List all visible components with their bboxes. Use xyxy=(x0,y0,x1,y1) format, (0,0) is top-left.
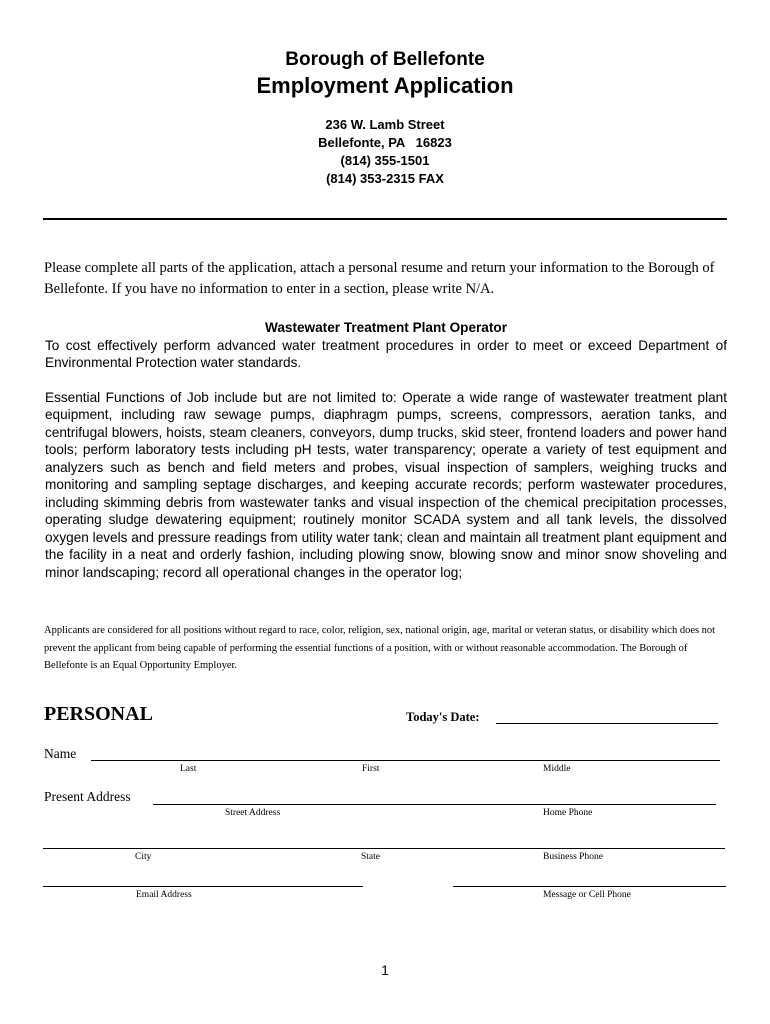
document-header xyxy=(0,48,770,188)
header-divider xyxy=(43,218,727,220)
state-caption: State xyxy=(361,852,380,862)
name-field[interactable] xyxy=(91,744,720,761)
personal-section-heading: PERSONAL xyxy=(44,703,153,725)
business-phone-caption: Business Phone xyxy=(543,852,603,862)
email-address-caption: Email Address xyxy=(136,890,192,900)
job-title: Wastewater Treatment Plant Operator xyxy=(265,320,507,335)
contact-block xyxy=(0,116,770,188)
page-number: 1 xyxy=(381,962,389,978)
essential-functions: Essential Functions of Job include but are not limited to: Operate a wide range of wastewater treatment plant equipment, including raw sewage pumps, diaphragm pumps, screens, compressors, aeration tanks, and centrifugal blowers, hoists, steam cleaners, conveyors, dump trucks, skid steer, frontend loaders and power hand tools; perform laboratory tests including pH tests, water transparency; operate a variety of test equipment and analyzers such as bench and field meters and probes, visual inspection of samplers, weighing trucks and monitoring and sampling septage discharges, and keeping accurate records; perform wastewater procedures, including skimming debris from wastewater tanks and visual inspection of the chemical precipitation processes, operating sludge dewatering equipment; routinely monitor SCADA system and all tank levels, the dissolved oxygen levels and pressure readings from utility water tank; clean and maintain all treatment plant equipment and the facility in a neat and orderly fashion, including plowing snow, blowing snow and minor snow shoveling and minor landscaping; record all operational changes in the operator log; xyxy=(45,389,727,580)
todays-date-field[interactable] xyxy=(496,709,718,724)
email-address-field[interactable] xyxy=(43,872,363,887)
organization-name: Borough of Bellefonte xyxy=(285,49,485,70)
todays-date-label: Today's Date: xyxy=(406,710,480,724)
document-title: Employment Application xyxy=(256,73,514,98)
street-address-field[interactable] xyxy=(153,788,716,805)
eeo-statement: Applicants are considered for all positions without regard to race, color, religion, sex, national origin, age, marital or veteran status, or disability which does not prevent the applicant from being capable of performing the essential functions of a position, with or without reasonable accommodation. The Borough of Bellefonte is an Equal Opportunity Employer. xyxy=(44,625,716,671)
city-caption: City xyxy=(135,852,152,862)
cell-phone-field[interactable] xyxy=(453,872,726,887)
present-address-label: Present Address xyxy=(44,789,131,804)
address-city: Bellefonte, PA 16823 xyxy=(318,135,452,150)
last-name-caption: Last xyxy=(180,764,197,774)
fax-number: (814) 353-2315 FAX xyxy=(326,171,444,186)
street-address-caption: Street Address xyxy=(225,808,281,818)
city-state-phone-field[interactable] xyxy=(43,834,725,849)
phone-number: (814) 355-1501 xyxy=(340,153,430,168)
name-label: Name xyxy=(44,746,77,761)
job-summary: To cost effectively perform advanced water treatment procedures in order to meet or exceed Department of Environmental Protection water standards. xyxy=(45,337,727,370)
home-phone-caption: Home Phone xyxy=(543,808,593,818)
instructions-paragraph: Please complete all parts of the application, attach a personal resume and return your information to the Borough of Bellefonte. If you have no information to enter in a section, please write N/A. xyxy=(44,260,715,297)
cell-phone-caption: Message or Cell Phone xyxy=(543,890,631,900)
middle-name-caption: Middle xyxy=(543,764,571,774)
address-street: 236 W. Lamb Street xyxy=(325,117,445,132)
first-name-caption: First xyxy=(362,764,380,774)
job-description xyxy=(45,319,727,581)
